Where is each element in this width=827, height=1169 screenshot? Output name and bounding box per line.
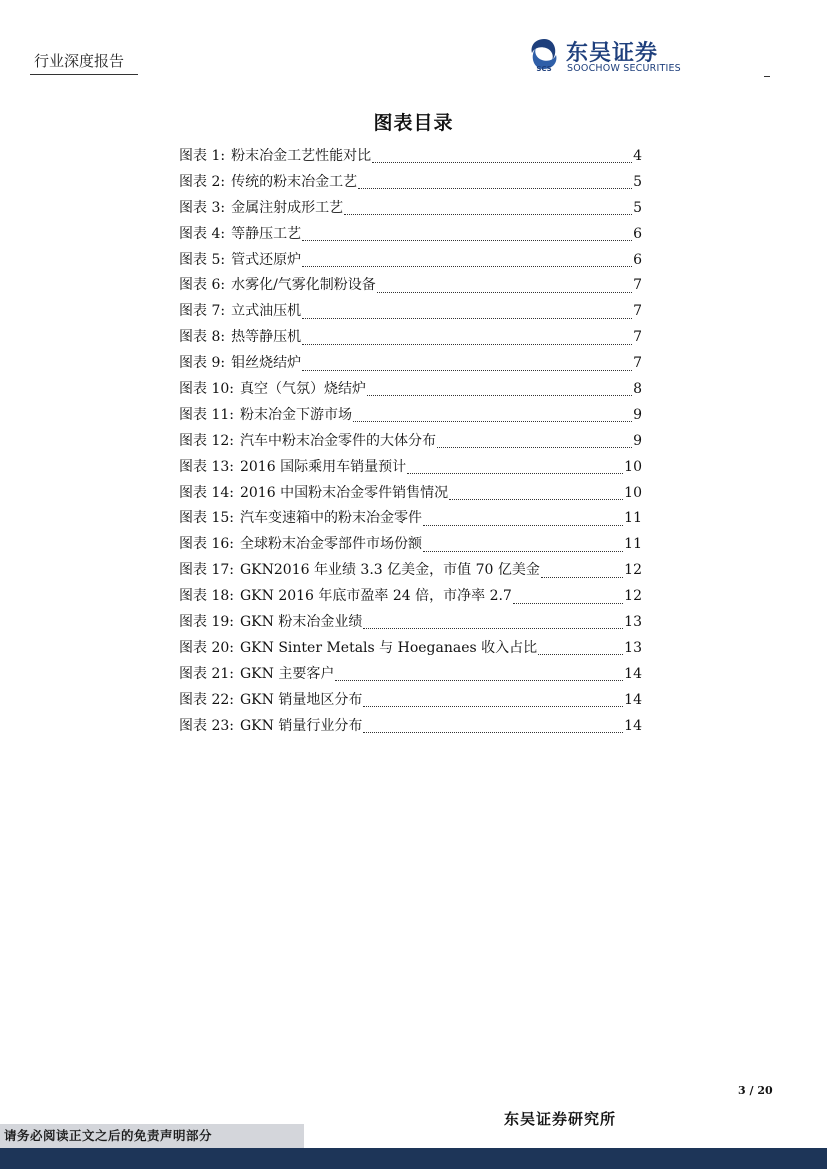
toc-entry-title: 钼丝烧结炉 (231, 355, 302, 372)
header-dash (764, 76, 770, 77)
toc-entry-label: 图表 8: (179, 329, 226, 346)
disclaimer-box (0, 1124, 304, 1148)
toc-entry-label: 图表 21: (179, 665, 234, 682)
toc-dot-leader (353, 421, 632, 422)
logo-chinese-name: 东吴证券 (566, 41, 659, 66)
toc-entry-page: 9 (633, 406, 642, 423)
soochow-logo-icon (526, 36, 562, 72)
toc-entry[interactable] (179, 273, 642, 299)
toc-entry-label: 图表 14: (179, 484, 234, 501)
toc-entry-title: 汽车中粉末冶金零件的大体分布 (239, 432, 436, 449)
toc-entry-title: 管式还原炉 (231, 251, 302, 268)
toc-entry-title: 金属注射成形工艺 (231, 199, 344, 216)
toc-entry-page: 14 (624, 665, 642, 682)
toc-entry-page: 13 (624, 639, 642, 656)
toc-entry[interactable] (179, 558, 642, 584)
logo-english-name: SOOCHOW SECURITIES (567, 63, 681, 74)
toc-entry[interactable] (179, 377, 642, 403)
toc-entry-title: 立式油压机 (231, 303, 302, 320)
toc-entry-label: 图表 2: (179, 173, 226, 190)
toc-dot-leader (302, 344, 632, 345)
toc-entry-page: 10 (624, 458, 642, 475)
toc-dot-leader (363, 706, 623, 707)
toc-entry-title: GKN2016 年业绩 3.3 亿美金，市值 70 亿美金 (239, 562, 540, 579)
toc-entry[interactable] (179, 196, 642, 222)
toc-entry-label: 图表 6: (179, 277, 226, 294)
toc-entry-title: GKN 粉末冶金业绩 (239, 614, 363, 631)
toc-entry-page: 7 (633, 329, 642, 346)
toc-entry-label: 图表 3: (179, 199, 226, 216)
logo-mark-text: SCS (536, 65, 552, 72)
toc-entry[interactable] (179, 455, 642, 481)
toc-dot-leader (302, 266, 632, 267)
disclaimer-text: 请务必阅读正文之后的免责声明部分 (4, 1128, 213, 1143)
toc-entry[interactable] (179, 636, 642, 662)
toc-entry-label: 图表 15: (179, 510, 234, 527)
toc-entry-page: 6 (633, 251, 642, 268)
toc-entry[interactable] (179, 688, 642, 714)
toc-entry-title: GKN 主要客户 (239, 665, 335, 682)
toc-entry-label: 图表 22: (179, 691, 234, 708)
toc-entry-page: 12 (624, 588, 642, 605)
toc-entry-title: 汽车变速箱中的粉末冶金零件 (239, 510, 422, 527)
toc-entry[interactable] (179, 222, 642, 248)
toc-entry-label: 图表 4: (179, 225, 226, 242)
toc-dot-leader (302, 318, 632, 319)
toc-entry-page: 5 (633, 173, 642, 190)
toc-entry[interactable] (179, 506, 642, 532)
toc-entry-page: 9 (633, 432, 642, 449)
toc-dot-leader (423, 525, 623, 526)
toc-entry-page: 12 (624, 562, 642, 579)
footer-organization: 东吴证券研究所 (504, 1110, 617, 1128)
toc-entry-page: 11 (624, 536, 642, 553)
toc-dot-leader (538, 654, 623, 655)
toc-entry-label: 图表 10: (179, 381, 234, 398)
toc-list (179, 144, 642, 739)
toc-entry-page: 14 (624, 691, 642, 708)
toc-dot-leader (372, 162, 632, 163)
toc-entry-title: 真空（气氛）烧结炉 (239, 381, 366, 398)
toc-dot-leader (363, 732, 623, 733)
toc-dot-leader (344, 214, 632, 215)
toc-entry[interactable] (179, 481, 642, 507)
toc-entry[interactable] (179, 144, 642, 170)
toc-entry[interactable] (179, 351, 642, 377)
toc-dot-leader (302, 240, 632, 241)
toc-entry-label: 图表 23: (179, 717, 234, 734)
toc-entry[interactable] (179, 403, 642, 429)
toc-entry-page: 7 (633, 277, 642, 294)
toc-entry-label: 图表 20: (179, 639, 234, 656)
toc-entry-label: 图表 7: (179, 303, 226, 320)
toc-entry-title: GKN 2016 年底市盈率 24 倍，市净率 2.7 (239, 588, 512, 605)
toc-entry[interactable] (179, 714, 642, 740)
toc-entry-page: 7 (633, 355, 642, 372)
toc-entry-page: 6 (633, 225, 642, 242)
toc-entry-page: 14 (624, 717, 642, 734)
toc-entry-title: 传统的粉末冶金工艺 (231, 173, 358, 190)
footer-bar (0, 1148, 827, 1169)
toc-entry-page: 4 (633, 148, 642, 164)
toc-entry[interactable] (179, 325, 642, 351)
toc-entry-title: GKN 销量行业分布 (239, 717, 363, 734)
toc-entry-label: 图表 18: (179, 588, 234, 605)
toc-dot-leader (423, 551, 623, 552)
toc-entry-label: 图表 1: (179, 148, 226, 164)
toc-entry-label: 图表 11: (179, 406, 234, 423)
toc-entry-label: 图表 12: (179, 432, 234, 449)
toc-dot-leader (358, 188, 632, 189)
toc-entry[interactable] (179, 662, 642, 688)
toc-entry-label: 图表 5: (179, 251, 226, 268)
toc-entry-page: 5 (633, 199, 642, 216)
toc-entry[interactable] (179, 299, 642, 325)
toc-entry-page: 10 (624, 484, 642, 501)
toc-dot-leader (513, 603, 623, 604)
toc-dot-leader (302, 370, 632, 371)
toc-entry-title: 2016 中国粉末冶金零件销售情况 (239, 484, 449, 501)
toc-entry[interactable] (179, 610, 642, 636)
toc-dot-leader (377, 292, 632, 293)
toc-entry-page: 13 (624, 614, 642, 631)
toc-entry-title: 粉末冶金下游市场 (239, 406, 352, 423)
toc-dot-leader (449, 499, 623, 500)
toc-dot-leader (335, 680, 623, 681)
toc-entry[interactable] (179, 170, 642, 196)
toc-dot-leader (367, 395, 632, 396)
toc-entry[interactable] (179, 532, 642, 558)
toc-dot-leader (407, 473, 623, 474)
toc-dot-leader (363, 628, 623, 629)
toc-dot-leader (437, 447, 632, 448)
toc-entry-title: 水雾化/气雾化制粉设备 (231, 277, 376, 294)
toc-entry[interactable] (179, 248, 642, 274)
company-logo (526, 36, 696, 76)
toc-entry-label: 图表 19: (179, 614, 234, 631)
toc-entry-title: 热等静压机 (231, 329, 302, 346)
toc-entry-label: 图表 16: (179, 536, 234, 553)
toc-entry-title: GKN 销量地区分布 (239, 691, 363, 708)
toc-entry-title: 全球粉末冶金零部件市场份额 (239, 536, 422, 553)
toc-entry-title: GKN Sinter Metals 与 Hoeganaes 收入占比 (239, 639, 538, 656)
toc-entry-title: 粉末冶金工艺性能对比 (231, 148, 372, 164)
toc-entry-title: 2016 国际乘用车销量预计 (239, 458, 407, 475)
toc-entry-page: 11 (624, 510, 642, 527)
toc-entry-label: 图表 13: (179, 458, 234, 475)
toc-dot-leader (541, 577, 623, 578)
toc-entry[interactable] (179, 584, 642, 610)
toc-entry-title: 等静压工艺 (231, 225, 302, 242)
toc-entry[interactable] (179, 429, 642, 455)
toc-entry-label: 图表 9: (179, 355, 226, 372)
header-rule (30, 74, 138, 75)
toc-entry-page: 7 (633, 303, 642, 320)
toc-entry-label: 图表 17: (179, 562, 234, 579)
toc-heading: 图表目录 (373, 112, 454, 134)
report-type-label: 行业深度报告 (34, 52, 125, 70)
toc-entry-page: 8 (633, 381, 642, 398)
page-indicator: 3 / 20 (738, 1084, 773, 1097)
